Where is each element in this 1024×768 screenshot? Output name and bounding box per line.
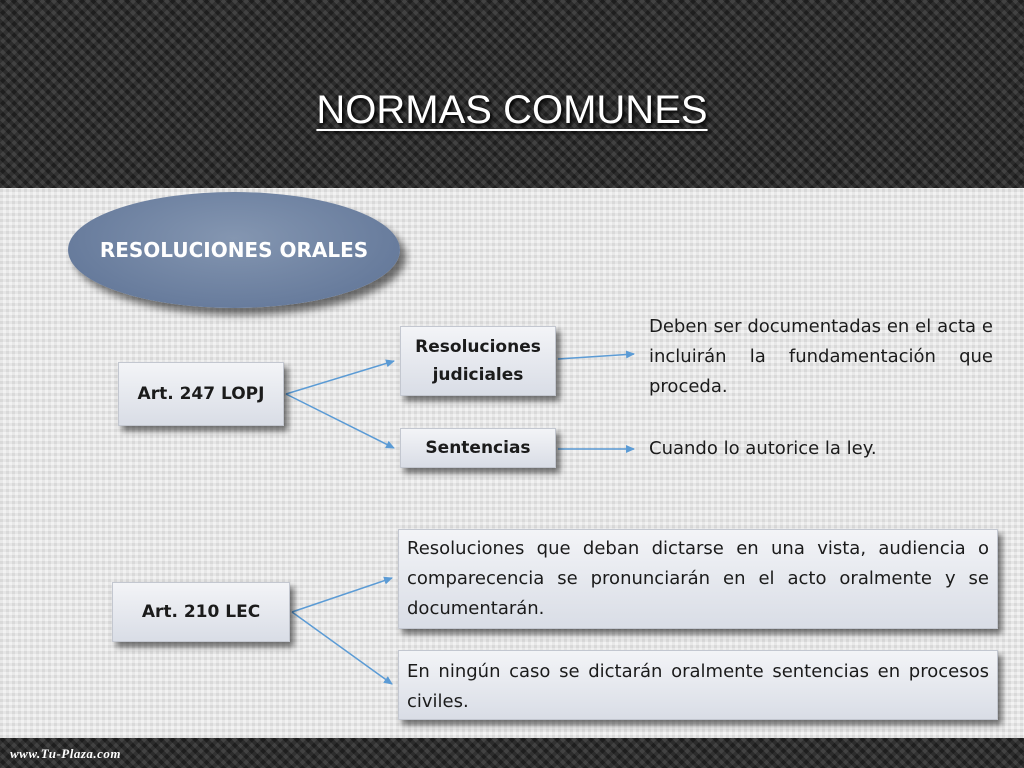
resoluciones-vista-box: Resoluciones que deban dictarse en una vista, audiencia o comparecencia se pronunciarán en el acto oralmente y se documentarán. bbox=[398, 529, 998, 629]
main-topic-ellipse: RESOLUCIONES ORALES bbox=[68, 192, 400, 308]
art-210-lec-box: Art. 210 LEC bbox=[112, 582, 290, 642]
footer-band bbox=[0, 738, 1024, 768]
page-title: NORMAS COMUNES bbox=[316, 88, 708, 132]
sentencias-box: Sentencias bbox=[400, 428, 556, 468]
art-247-lopj-box: Art. 247 LOPJ bbox=[118, 362, 284, 426]
site-watermark: www.Tu-Plaza.com bbox=[10, 746, 122, 761]
sentencias-civiles-box: En ningún caso se dictarán oralmente sentencias en procesos civiles. bbox=[398, 650, 998, 720]
resoluciones-judiciales-box: Resoluciones judiciales bbox=[400, 326, 556, 396]
note-autorice-ley: Cuando lo autorice la ley. bbox=[649, 438, 877, 459]
note-documentadas: Deben ser documentadas en el acta e incluirán la fundamentación que proceda. bbox=[649, 316, 993, 397]
